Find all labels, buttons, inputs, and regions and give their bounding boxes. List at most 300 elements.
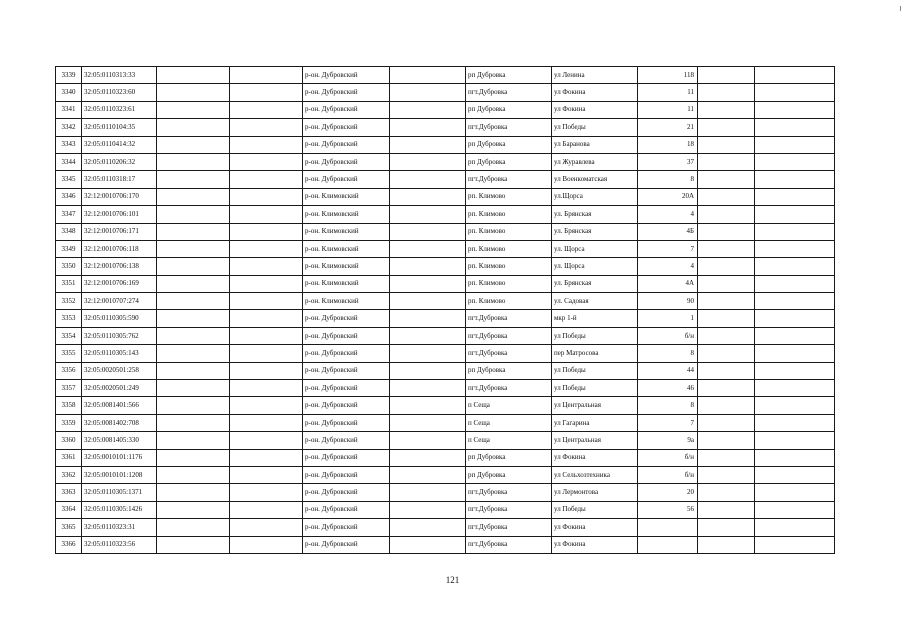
empty-cell [698,223,755,240]
row-number-cell: 3353 [56,310,82,327]
empty-cell [157,67,230,84]
table-row [56,397,835,414]
locality-cell: рп. Климово [466,275,552,292]
row-number-cell: 3344 [56,153,82,170]
empty-cell [390,362,466,379]
empty-cell [755,240,835,257]
table-row [56,240,835,257]
district-cell: р-он. Дубровский [303,484,390,501]
empty-cell [698,293,755,310]
empty-cell [157,327,230,344]
row-number-cell: 3361 [56,449,82,466]
cadastral-number-cell: 32:05:0020501:249 [82,380,157,397]
cadastral-number-cell: 32:05:0110323:60 [82,84,157,101]
cadastral-number-cell: 32:12:0010706:138 [82,258,157,275]
house-number-cell: 11 [638,84,698,101]
empty-cell [390,466,466,483]
empty-cell [755,223,835,240]
page-number: 121 [445,575,460,585]
locality-cell: п Сеща [466,432,552,449]
cadastral-number-cell: 32:05:0110104:35 [82,119,157,136]
empty-cell [230,345,303,362]
empty-cell [390,223,466,240]
locality-cell: рп. Климово [466,223,552,240]
street-cell: ул. Брянская [552,206,638,223]
empty-cell [390,153,466,170]
row-number-cell: 3363 [56,484,82,501]
street-cell: ул Фокина [552,449,638,466]
row-number-cell: 3355 [56,345,82,362]
empty-cell [390,101,466,118]
district-cell: р-он. Климовский [303,206,390,223]
empty-cell [390,188,466,205]
empty-cell [230,223,303,240]
empty-cell [755,449,835,466]
empty-cell [755,536,835,553]
table-row [56,362,835,379]
street-cell: ул Фокина [552,519,638,536]
locality-cell: рп Дубровка [466,136,552,153]
table-row [56,258,835,275]
registry-table [55,66,835,554]
table-row [56,380,835,397]
table-row [56,153,835,170]
district-cell: р-он. Климовский [303,240,390,257]
empty-cell [230,310,303,327]
empty-cell [390,275,466,292]
empty-cell [230,327,303,344]
house-number-cell: 11 [638,101,698,118]
locality-cell: рп. Климово [466,258,552,275]
house-number-cell: 4А [638,275,698,292]
locality-cell: п Сеща [466,397,552,414]
empty-cell [755,275,835,292]
cadastral-number-cell: 32:05:0081405:330 [82,432,157,449]
street-cell: ул. Брянская [552,275,638,292]
row-number-cell: 3360 [56,432,82,449]
empty-cell [230,258,303,275]
locality-cell: рп Дубровка [466,449,552,466]
empty-cell [230,188,303,205]
cadastral-number-cell: 32:05:0110305:1426 [82,501,157,518]
empty-cell [698,501,755,518]
empty-cell [698,171,755,188]
empty-cell [755,84,835,101]
empty-cell [157,188,230,205]
district-cell: р-он. Дубровский [303,397,390,414]
row-number-cell: 3362 [56,466,82,483]
empty-cell [698,484,755,501]
street-cell: мкр 1-й [552,310,638,327]
street-cell: ул Победы [552,362,638,379]
house-number-cell: 20А [638,188,698,205]
empty-cell [755,414,835,431]
district-cell: р-он. Дубровский [303,119,390,136]
table-row [56,432,835,449]
empty-cell [390,171,466,188]
district-cell: р-он. Климовский [303,223,390,240]
district-cell: р-он. Дубровский [303,345,390,362]
empty-cell [698,345,755,362]
empty-cell [390,345,466,362]
empty-cell [755,153,835,170]
house-number-cell: 46 [638,380,698,397]
district-cell: р-он. Дубровский [303,449,390,466]
empty-cell [390,119,466,136]
empty-cell [390,501,466,518]
locality-cell: пгт.Дубровка [466,519,552,536]
house-number-cell: 8 [638,397,698,414]
empty-cell [230,501,303,518]
street-cell: ул Победы [552,327,638,344]
row-number-cell: 3359 [56,414,82,431]
house-number-cell: 56 [638,501,698,518]
empty-cell [390,84,466,101]
locality-cell: рп. Климово [466,206,552,223]
empty-cell [230,380,303,397]
table-row [56,484,835,501]
row-number-cell: 3347 [56,206,82,223]
empty-cell [230,136,303,153]
row-number-cell: 3352 [56,293,82,310]
locality-cell: рп Дубровка [466,153,552,170]
empty-cell [698,466,755,483]
empty-cell [230,397,303,414]
empty-cell [390,519,466,536]
table-body [56,67,835,554]
cadastral-number-cell: 32:05:0010101:1176 [82,449,157,466]
street-cell: ул Журавлева [552,153,638,170]
street-cell: ул Победы [552,501,638,518]
empty-cell [755,466,835,483]
district-cell: р-он. Дубровский [303,136,390,153]
district-cell: р-он. Дубровский [303,67,390,84]
street-cell: ул Ленина [552,67,638,84]
empty-cell [157,310,230,327]
house-number-cell: 44 [638,362,698,379]
table-row [56,466,835,483]
empty-cell [755,206,835,223]
empty-cell [390,206,466,223]
house-number-cell: 18 [638,136,698,153]
cadastral-number-cell: 32:12:0010706:118 [82,240,157,257]
empty-cell [755,101,835,118]
locality-cell: рп. Климово [466,293,552,310]
house-number-cell: 4Б [638,223,698,240]
empty-cell [157,362,230,379]
table-row [56,84,835,101]
row-number-cell: 3358 [56,397,82,414]
empty-cell [157,501,230,518]
row-number-cell: 3357 [56,380,82,397]
street-cell: ул Военкоматская [552,171,638,188]
empty-cell [755,432,835,449]
row-number-cell: 3341 [56,101,82,118]
locality-cell: пгт.Дубровка [466,171,552,188]
district-cell: р-он. Дубровский [303,432,390,449]
cadastral-number-cell: 32:05:0110313:33 [82,67,157,84]
locality-cell: рп. Климово [466,188,552,205]
district-cell: р-он. Дубровский [303,171,390,188]
cadastral-number-cell: 32:05:0110305:143 [82,345,157,362]
locality-cell: рп Дубровка [466,362,552,379]
table-row [56,119,835,136]
empty-cell [698,240,755,257]
house-number-cell: б/н [638,327,698,344]
empty-cell [698,206,755,223]
locality-cell: пгт.Дубровка [466,327,552,344]
street-cell: ул Победы [552,380,638,397]
empty-cell [698,380,755,397]
empty-cell [157,345,230,362]
house-number-cell: 21 [638,119,698,136]
row-number-cell: 3365 [56,519,82,536]
street-cell: ул. Щорса [552,240,638,257]
street-cell: ул Центральная [552,397,638,414]
street-cell: ул Фокина [552,536,638,553]
empty-cell [698,362,755,379]
row-number-cell: 3348 [56,223,82,240]
house-number-cell: 118 [638,67,698,84]
empty-cell [157,153,230,170]
cadastral-number-cell: 32:05:0110323:31 [82,519,157,536]
table-row [56,275,835,292]
house-number-cell: 90 [638,293,698,310]
empty-cell [755,484,835,501]
street-cell: ул Гагарина [552,414,638,431]
empty-cell [755,362,835,379]
empty-cell [698,67,755,84]
empty-cell [157,223,230,240]
empty-cell [230,171,303,188]
district-cell: р-он. Дубровский [303,466,390,483]
locality-cell: пгт.Дубровка [466,310,552,327]
locality-cell: рп Дубровка [466,101,552,118]
street-cell: ул Центральная [552,432,638,449]
house-number-cell: 1 [638,310,698,327]
empty-cell [755,310,835,327]
district-cell: р-он. Дубровский [303,84,390,101]
empty-cell [390,484,466,501]
empty-cell [157,449,230,466]
house-number-cell: 9а [638,432,698,449]
table-row [56,293,835,310]
locality-cell: п Сеща [466,414,552,431]
row-number-cell: 3345 [56,171,82,188]
table-row [56,67,835,84]
empty-cell [157,484,230,501]
locality-cell: рп Дубровка [466,67,552,84]
locality-cell: рп Дубровка [466,466,552,483]
street-cell: ул Баранова [552,136,638,153]
house-number-cell [638,519,698,536]
district-cell: р-он. Климовский [303,258,390,275]
empty-cell [157,414,230,431]
empty-cell [230,536,303,553]
row-number-cell: 3351 [56,275,82,292]
row-number-cell: 3343 [56,136,82,153]
cadastral-number-cell: 32:05:0081401:566 [82,397,157,414]
locality-cell: пгт.Дубровка [466,501,552,518]
street-cell: ул. Брянская [552,223,638,240]
empty-cell [698,258,755,275]
empty-cell [390,449,466,466]
empty-cell [230,275,303,292]
locality-cell: пгт.Дубровка [466,345,552,362]
street-cell: ул.Щорса [552,188,638,205]
house-number-cell: 7 [638,414,698,431]
empty-cell [698,432,755,449]
empty-cell [157,519,230,536]
empty-cell [755,380,835,397]
row-number-cell: 3342 [56,119,82,136]
empty-cell [698,84,755,101]
scan-edge-mark [900,6,901,11]
empty-cell [230,293,303,310]
district-cell: р-он. Дубровский [303,153,390,170]
house-number-cell: 7 [638,240,698,257]
empty-cell [698,397,755,414]
house-number-cell: 4 [638,258,698,275]
empty-cell [390,397,466,414]
street-cell: ул Фокина [552,84,638,101]
street-cell: ул. Щорса [552,258,638,275]
house-number-cell: 37 [638,153,698,170]
empty-cell [157,171,230,188]
empty-cell [755,519,835,536]
house-number-cell: 8 [638,171,698,188]
district-cell: р-он. Дубровский [303,501,390,518]
empty-cell [390,293,466,310]
empty-cell [230,206,303,223]
empty-cell [157,84,230,101]
table-row [56,206,835,223]
empty-cell [698,275,755,292]
cadastral-number-cell: 32:05:0110305:762 [82,327,157,344]
district-cell: р-он. Дубровский [303,414,390,431]
table-row [56,188,835,205]
district-cell: р-он. Дубровский [303,101,390,118]
empty-cell [698,536,755,553]
empty-cell [755,136,835,153]
empty-cell [390,310,466,327]
empty-cell [230,153,303,170]
empty-cell [157,119,230,136]
row-number-cell: 3366 [56,536,82,553]
table-row [56,171,835,188]
empty-cell [698,414,755,431]
empty-cell [390,414,466,431]
street-cell: ул. Садовая [552,293,638,310]
row-number-cell: 3354 [56,327,82,344]
empty-cell [390,380,466,397]
empty-cell [698,519,755,536]
empty-cell [698,136,755,153]
cadastral-number-cell: 32:12:0010706:101 [82,206,157,223]
cadastral-number-cell: 32:05:0020501:258 [82,362,157,379]
cadastral-number-cell: 32:12:0010706:170 [82,188,157,205]
empty-cell [755,345,835,362]
locality-cell: рп. Климово [466,240,552,257]
locality-cell: пгт.Дубровка [466,119,552,136]
row-number-cell: 3349 [56,240,82,257]
empty-cell [698,310,755,327]
row-number-cell: 3339 [56,67,82,84]
district-cell: р-он. Дубровский [303,327,390,344]
row-number-cell: 3364 [56,501,82,518]
empty-cell [390,432,466,449]
cadastral-number-cell: 32:05:0110305:1371 [82,484,157,501]
house-number-cell [638,536,698,553]
house-number-cell: б/н [638,449,698,466]
table-row [56,345,835,362]
district-cell: р-он. Дубровский [303,536,390,553]
empty-cell [755,67,835,84]
empty-cell [390,258,466,275]
empty-cell [230,466,303,483]
empty-cell [230,519,303,536]
empty-cell [390,536,466,553]
empty-cell [230,414,303,431]
row-number-cell: 3356 [56,362,82,379]
house-number-cell: 4 [638,206,698,223]
empty-cell [157,466,230,483]
empty-cell [698,153,755,170]
cadastral-number-cell: 32:05:0110414:32 [82,136,157,153]
empty-cell [698,327,755,344]
empty-cell [230,484,303,501]
street-cell: ул Победы [552,119,638,136]
locality-cell: пгт.Дубровка [466,536,552,553]
empty-cell [698,449,755,466]
table-row [56,414,835,431]
cadastral-number-cell: 32:05:0081402:708 [82,414,157,431]
locality-cell: пгт.Дубровка [466,484,552,501]
cadastral-number-cell: 32:12:0010706:169 [82,275,157,292]
empty-cell [698,119,755,136]
empty-cell [390,327,466,344]
empty-cell [230,119,303,136]
row-number-cell: 3350 [56,258,82,275]
district-cell: р-он. Дубровский [303,362,390,379]
empty-cell [230,449,303,466]
cadastral-number-cell: 32:05:0110318:17 [82,171,157,188]
empty-cell [157,101,230,118]
district-cell: р-он. Дубровский [303,519,390,536]
empty-cell [755,293,835,310]
empty-cell [698,101,755,118]
empty-cell [157,432,230,449]
empty-cell [755,171,835,188]
empty-cell [157,397,230,414]
table-row [56,327,835,344]
empty-cell [390,240,466,257]
row-number-cell: 3346 [56,188,82,205]
district-cell: р-он. Дубровский [303,380,390,397]
empty-cell [157,240,230,257]
table-row [56,501,835,518]
cadastral-number-cell: 32:05:0110305:590 [82,310,157,327]
street-cell: ул Сельхозтехника [552,466,638,483]
empty-cell [390,136,466,153]
empty-cell [230,67,303,84]
empty-cell [157,293,230,310]
locality-cell: пгт.Дубровка [466,84,552,101]
district-cell: р-он. Климовский [303,293,390,310]
empty-cell [755,327,835,344]
district-cell: р-он. Климовский [303,188,390,205]
cadastral-number-cell: 32:05:0110323:56 [82,536,157,553]
